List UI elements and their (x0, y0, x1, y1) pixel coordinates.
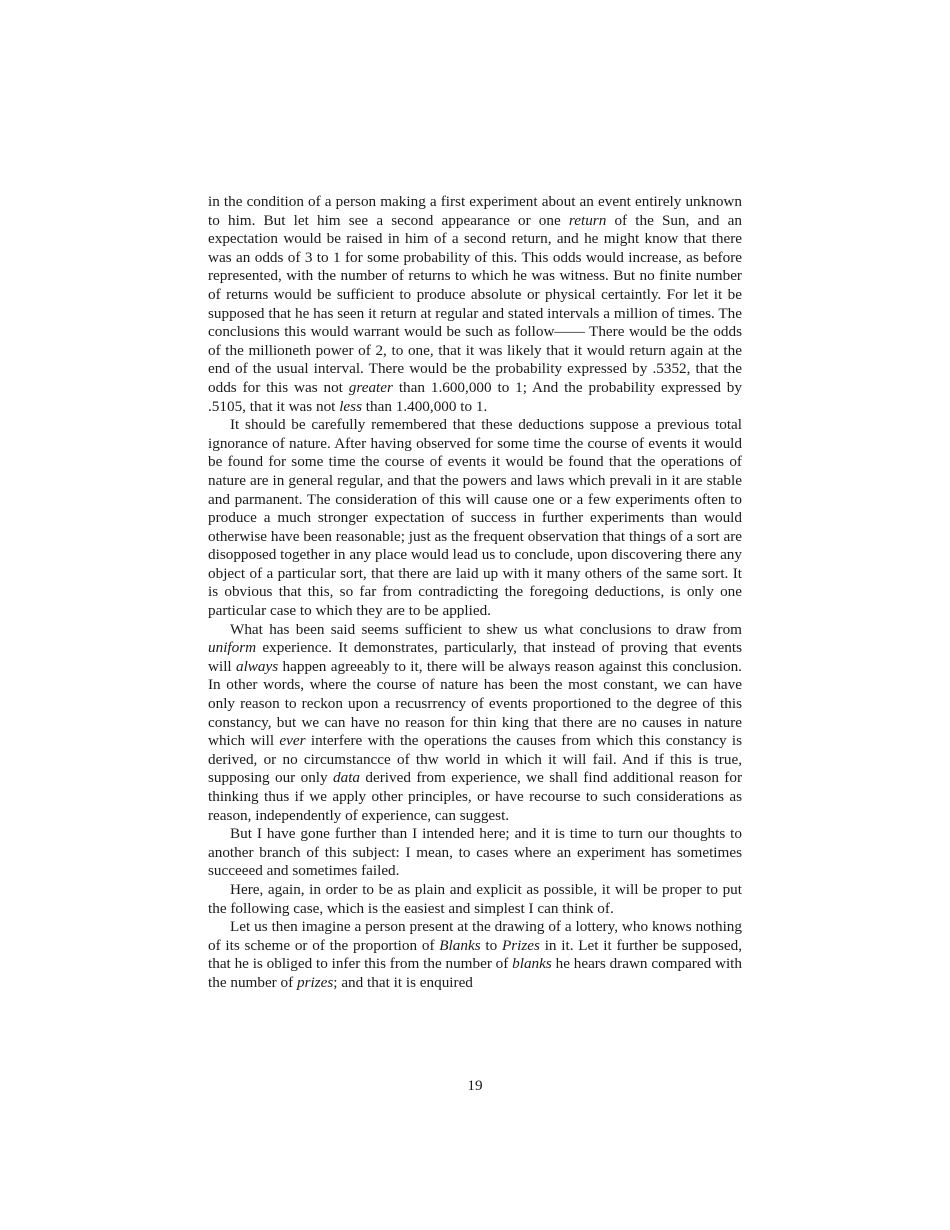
text-run: ; and that it is enquired (333, 973, 473, 991)
text-run: derived from experience, we shall find additional reason for thinking thus if we apply other principles, or have recourse to such considerations as reason, independently of experience, can suggest. (208, 769, 742, 824)
text-run: Here, again, in order to be as plain and explicit as possible, it will be proper to put the following case, which is the easiest and simplest I can think of. (208, 880, 742, 917)
italic-text: uniform (208, 639, 257, 657)
text-run: of the Sun, and an expectation would be raised in him of a second return, and he might know that there was an odds of 3 to 1 for some probability of this. This odds would increase, as before represented, with the number of returns to which he was witness. But no finite number of returns would be sufficient to produce absolute or physical certaintly. For let it be supposed that he has seen it return at regular and stated intervals a million of times. The conclusions this would warrant would be such as follow—— There would be the odds of the millioneth power of 2, to one, that it was likely that it would return again at the end of the usual interval. There would be the probability expressed by .5352, that the odds for this was not (208, 211, 742, 396)
italic-text: ever (279, 732, 306, 750)
text-run: Let us then imagine a person present at the drawing of a lottery, who knows nothing of its scheme or of the proportion of (208, 918, 742, 954)
paragraph (208, 918, 742, 992)
paragraph (208, 825, 742, 881)
italic-text: prizes (297, 973, 334, 991)
italic-text: return (568, 211, 607, 229)
italic-text: data (333, 769, 361, 787)
paragraph (208, 881, 742, 918)
text-run: happen agreeably to it, there will be always reason against this conclusion. In other words, where the course of nature has been the most constant, we can have only reason to reckon upon a recusrrency of events proportioned to the degree of this constancy, but we can have no reason for thin king that there are no causes in nature which will (208, 657, 742, 750)
italic-text: Blanks (439, 936, 481, 954)
italic-text: less (339, 397, 362, 415)
text-run: What has been said seems sufficient to shew us what conclusions to draw from (230, 620, 742, 638)
text-run: than 1.600,000 to 1; And the probability expressed by .5105, that it was not (208, 378, 742, 415)
body-text (208, 193, 742, 993)
text-run: than 1.400,000 to 1. (361, 397, 488, 415)
text-run: in the condition of a person making a first experiment about an event entirely unknown to him. But let him see a second appearance or one (208, 193, 742, 229)
text-run: in it. Let it further be supposed, that he is obliged to infer this from the number of (208, 936, 742, 973)
italic-text: Prizes (501, 936, 540, 954)
text-run: It should be carefully remembered that these deductions suppose a previous total ignorance of nature. After having observed for some time the course of events it would be found for some time the course of events it would be found that the operations of nature are in general regular, and that the powers and laws which prevali in it are stable and parmanent. The consideration of this will cause one or a few experiments often to produce a much stronger expectation of success in further experiments than would otherwise have been reasonable; just as the frequent observation that things of a sort are disopposed together in any place would lead us to conclude, upon discovering there any object of a particular sort, that there are laid up with it many others of the same sort. It is obvious that this, so far from contradicting the foregoing deductions, is only one particular case to which they are to be applied. (208, 416, 742, 620)
italic-text: greater (348, 378, 393, 396)
text-run: interfere with the operations the causes from which this constancy is derived, or no circumstancce of thw world in which it will fail. And if this is true, supposing our only (208, 732, 742, 787)
paragraph (208, 416, 742, 621)
text-run: to (480, 936, 502, 954)
text-run: he hears drawn compared with the number of (208, 955, 742, 991)
paragraph (208, 193, 742, 416)
paragraph (208, 621, 742, 826)
text-run: But I have gone further than I intended here; and it is time to turn our thoughts to another branch of this subject: I mean, to cases where an experiment has sometimes succeeed and sometimes failed. (208, 825, 742, 880)
text-run: experience. It demonstrates, particularly, that instead of proving that events will (208, 639, 742, 675)
italic-text: blanks (512, 955, 552, 973)
italic-text: always (235, 657, 279, 675)
page-number: 19 (467, 1077, 483, 1094)
